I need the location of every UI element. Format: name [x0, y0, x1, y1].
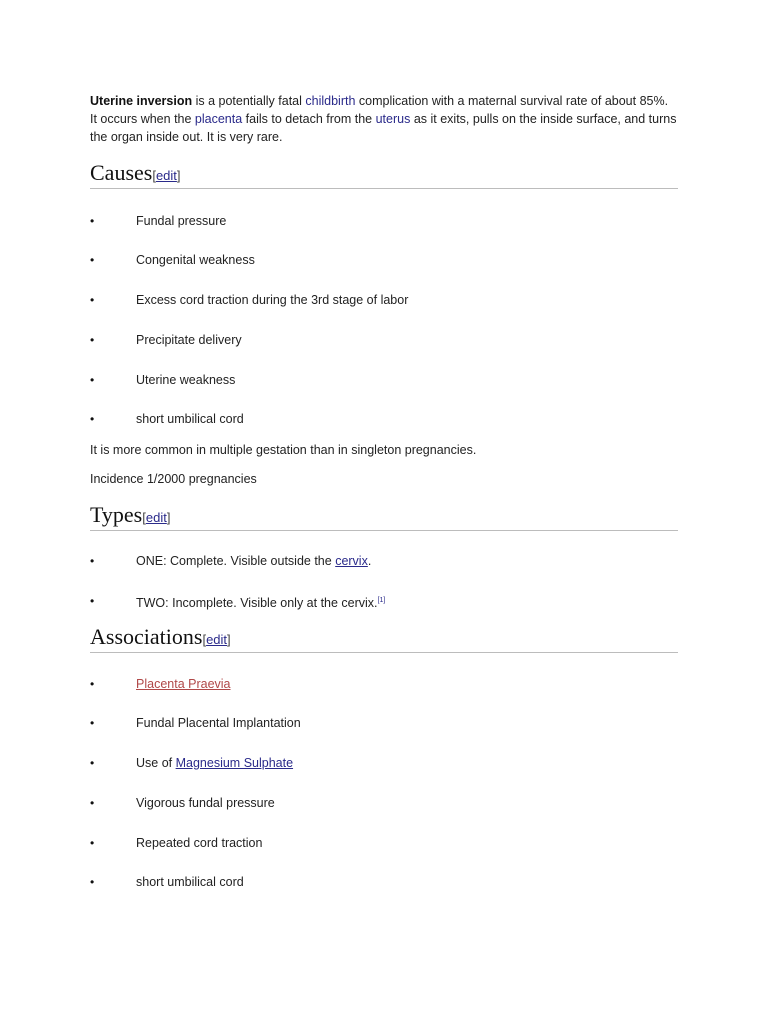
bullet: •	[90, 214, 95, 228]
list-item	[90, 251, 678, 269]
bullet: •	[90, 677, 95, 691]
list-item	[90, 291, 678, 309]
list-item	[90, 834, 678, 852]
list-item	[90, 212, 678, 230]
bullet: •	[90, 836, 95, 850]
associations-heading	[90, 624, 678, 653]
list-item	[90, 331, 678, 349]
types-heading-text: Types	[90, 502, 143, 527]
associations-edit: [edit]	[202, 632, 231, 647]
list-item	[90, 552, 678, 570]
list-item	[90, 592, 678, 610]
intro-text-2: complication with a maternal survival rate of about 85%. It occurs when the	[90, 94, 669, 126]
list-item-text: short umbilical cord	[136, 875, 244, 889]
associations-edit-link[interactable]: edit	[206, 632, 228, 647]
list-item	[90, 714, 678, 732]
list-item	[90, 410, 678, 428]
list-item-text: Vigorous fundal pressure	[136, 796, 275, 810]
link-placenta[interactable]: placenta	[194, 112, 243, 126]
link-uterus[interactable]: uterus	[375, 112, 411, 126]
list-item-text: Repeated cord traction	[136, 836, 263, 850]
bullet: •	[90, 756, 95, 770]
intro-text-4: as it exits, pulls on the inside surface, and turns the organ inside out. It is very rare.	[90, 112, 677, 144]
bullet: •	[90, 333, 95, 347]
list-item	[90, 675, 678, 693]
list-item	[90, 754, 678, 772]
link-placenta-praevia[interactable]: Placenta Praevia	[136, 677, 231, 691]
bullet: •	[90, 875, 95, 889]
bullet: •	[90, 796, 95, 810]
list-item-text: TWO: Incomplete. Visible only at the cervix.[1]	[136, 596, 386, 610]
causes-heading	[90, 160, 678, 189]
bullet: •	[90, 594, 95, 608]
list-item-text: short umbilical cord	[136, 412, 244, 426]
intro-text-3: fails to detach from the	[242, 112, 376, 126]
link-cervix[interactable]: cervix	[335, 554, 368, 568]
list-item	[90, 371, 678, 389]
intro-term: Uterine inversion	[90, 94, 193, 108]
link-childbirth[interactable]: childbirth	[305, 94, 356, 108]
causes-edit: [edit]	[152, 168, 181, 183]
list-item-text	[136, 675, 231, 693]
list-item-text: Fundal Placental Implantation	[136, 716, 301, 730]
intro-text-1: is a potentially fatal	[192, 94, 306, 108]
bullet: •	[90, 293, 95, 307]
list-item-text: Fundal pressure	[136, 214, 227, 228]
bullet: •	[90, 253, 95, 267]
link-magnesium-sulphate[interactable]: Magnesium Sulphate	[175, 756, 294, 770]
causes-edit-link[interactable]: edit	[155, 168, 177, 183]
types-edit: [edit]	[142, 510, 171, 525]
bullet: •	[90, 554, 95, 568]
list-item-text: Precipitate delivery	[136, 333, 242, 347]
bullet: •	[90, 412, 95, 426]
causes-note-multiple-gestation: It is more common in multiple gestation than in singleton pregnancies.	[90, 443, 477, 457]
causes-note-incidence: Incidence 1/2000 pregnancies	[90, 472, 257, 486]
causes-heading-text: Causes	[90, 160, 153, 185]
associations-heading-text: Associations	[90, 624, 203, 649]
list-item	[90, 794, 678, 812]
list-item-text: Uterine weakness	[136, 373, 236, 387]
list-item	[90, 873, 678, 891]
bullet: •	[90, 716, 95, 730]
list-item-text: ONE: Complete. Visible outside the cervix.	[136, 554, 372, 568]
types-edit-link[interactable]: edit	[145, 510, 167, 525]
list-item-text: Excess cord traction during the 3rd stage of labor	[136, 293, 409, 307]
bullet: •	[90, 373, 95, 387]
intro-paragraph	[90, 92, 678, 146]
list-item-text: Use of Magnesium Sulphate	[136, 756, 294, 770]
types-heading	[90, 502, 678, 531]
reference-link[interactable]: [1]	[377, 597, 386, 604]
list-item-text: Congenital weakness	[136, 253, 255, 267]
